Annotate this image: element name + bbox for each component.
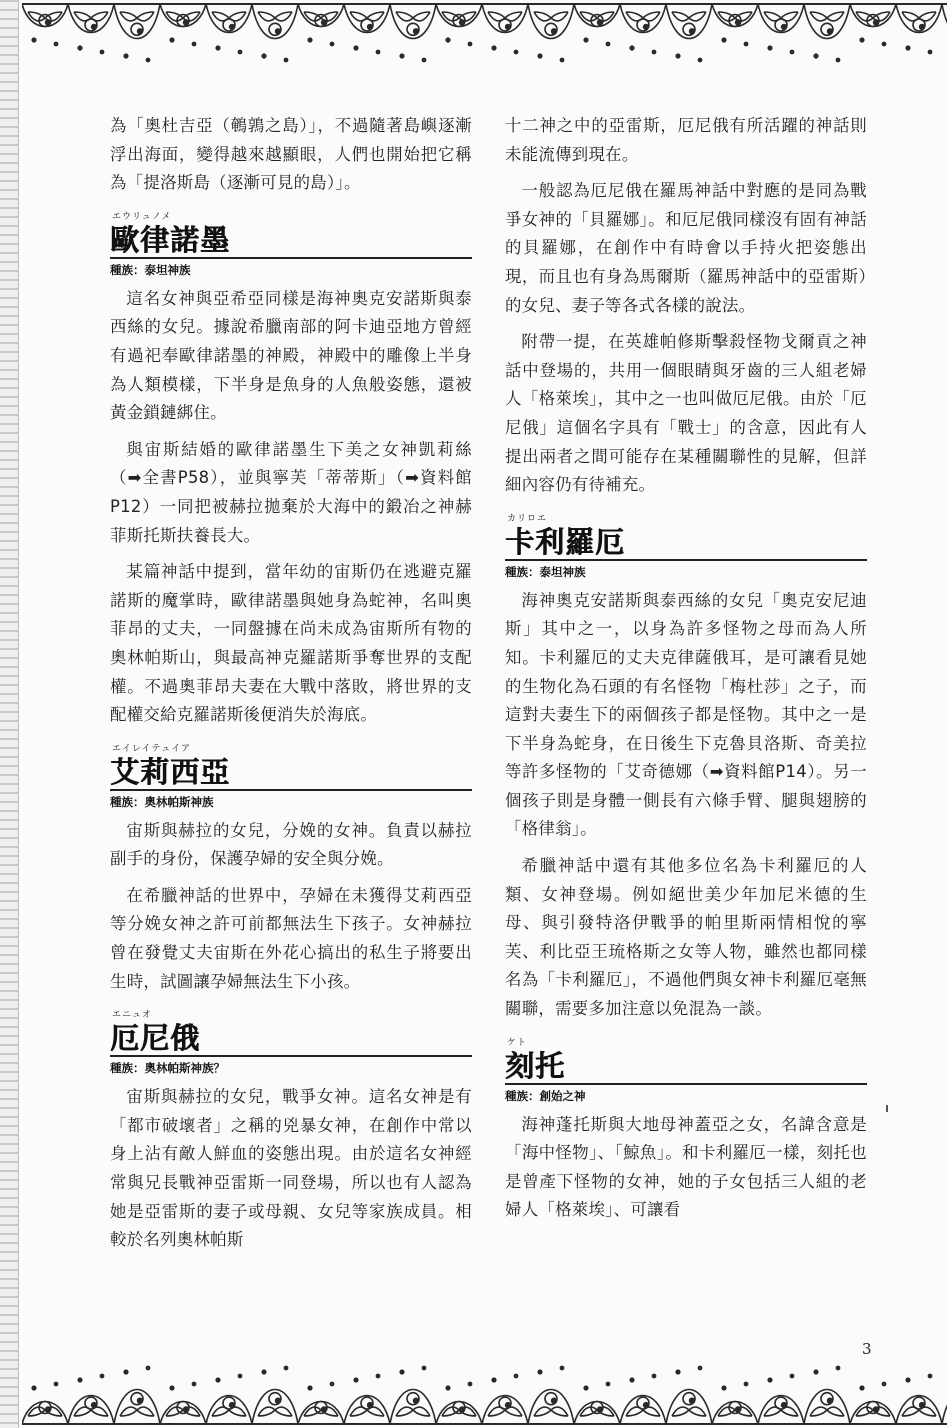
left-column xyxy=(110,112,472,1255)
entry-heading: 艾莉西亞 xyxy=(110,754,231,789)
entry-heading: 刻托 xyxy=(505,1048,566,1083)
entry-callirrhoe xyxy=(505,514,867,1024)
entry-paragraph: 海神奧克安諾斯與泰西絲的女兒「奧克安尼迪斯」其中之一，以身為許多怪物之母而為人所知。卡利羅厄的丈夫克律薩俄耳，是可讓看見她的生物化為石頭的有名怪物「梅杜莎」之子，而這對夫妻生下的兩個孩子都是怪物。其中之一是下半身為蛇身，在日後生下克魯貝洛斯、奇美拉等許多怪物的「艾奇德娜（➡資料館P14）。另一個孩子則是身體一側長有六條手臂、腿與翅膀的「格律翁」。 xyxy=(505,590,867,839)
entry-kind: 種族：奧林帕斯神族？ xyxy=(110,1055,472,1077)
entry-kana: ケト xyxy=(507,1037,528,1048)
ornament-pattern xyxy=(22,1366,947,1424)
margin-mark xyxy=(886,1105,888,1112)
intro-paragraph: 為「奧杜吉亞（鵪鶉之島）」，不過隨著島嶼逐漸浮出海面，變得越來越顯眼，人們也開始把它稱為「提洛斯島（逐漸可見的島）」。 xyxy=(110,116,472,193)
entry-eurynome xyxy=(110,212,472,730)
page-binding-edge xyxy=(0,0,19,1428)
entry-paragraph: 海神蓬托斯與大地母神蓋亞之女，名諱含意是「海中怪物」、「鯨魚」。和卡利羅厄一樣，刻托也是曾產下怪物的女神，她的子女包括三人組的老婦人「格萊埃」、可讓看 xyxy=(505,1114,867,1220)
entry-paragraph: 與宙斯結婚的歐律諾墨生下美之女神凱莉絲（➡全書P58），並與寧芙「蒂蒂斯」（➡資料館P12）一同把被赫拉拋棄於大海中的鍛冶之神赫菲斯托斯扶養長大。 xyxy=(110,439,472,545)
page-number: 3 xyxy=(862,1340,872,1358)
entry-enyo xyxy=(110,1010,472,1255)
entry-paragraph: 這名女神與亞希亞同樣是海神奧克安諾斯與泰西絲的女兒。據說希臘南部的阿卡迪亞地方曾經有過祀奉歐律諾墨的神殿，神殿中的雕像上半身為人類模樣，下半身是魚身的人魚般姿態，還被黃金鎖鏈綁住。 xyxy=(110,288,472,423)
entry-kana: エイレイテュイア xyxy=(112,743,192,754)
entry-kana: エニュオ xyxy=(112,1010,153,1021)
continued-paragraph: 十二神之中的亞雷斯，厄尼俄有所活躍的神話則未能流傳到現在。 xyxy=(505,116,867,164)
entry-heading: 歐律諾墨 xyxy=(110,222,231,257)
entry-paragraph: 宙斯與赫拉的女兒，戰爭女神。這名女神是有「都市破壞者」之稱的兇暴女神，在創作中常以身上沾有敵人鮮血的姿態出現。由於這名女神經常與兄長戰神亞雷斯一同登場，所以也有人認為她是亞雷斯的妻子或母親、女兒等家族成員。相較於名列奧林帕斯 xyxy=(110,1087,472,1250)
bottom-ornament-border xyxy=(22,1338,947,1428)
entry-kind: 種族：泰坦神族 xyxy=(110,257,472,279)
entry-kind: 種族：奧林帕斯神族 xyxy=(110,789,472,811)
entry-paragraph: 在希臘神話的世界中，孕婦在未獲得艾莉西亞等分娩女神之許可前都無法生下孩子。女神赫拉曾在發覺丈夫宙斯在外花心搞出的私生子將要出生時，試圖讓孕婦無法生下小孩。 xyxy=(110,885,472,991)
top-ornament-border xyxy=(22,0,947,100)
entry-kind: 種族：創始之神 xyxy=(505,1083,867,1105)
entry-kind: 種族：泰坦神族 xyxy=(505,559,867,581)
entry-kana: エウリュノメ xyxy=(112,211,172,222)
entry-eileithyia xyxy=(110,744,472,997)
entry-paragraph: 宙斯與赫拉的女兒，分娩的女神。負責以赫拉副手的身份，保護孕婦的安全與分娩。 xyxy=(110,820,472,869)
ornament-pattern xyxy=(22,4,947,62)
right-column xyxy=(505,112,867,1225)
continued-paragraph: 一般認為厄尼俄在羅馬神話中對應的是同為戰爭女神的「貝羅娜」。和厄尼俄同樣沒有固有神話的貝羅娜，在創作中有時會以手持火把姿態出現，而且也有身為馬爾斯（羅馬神話中的亞雷斯）的女兒、妻子等各式各樣的說法。 xyxy=(505,181,867,315)
continued-paragraph: 附帶一提，在英雄帕修斯擊殺怪物戈爾貢之神話中登場的，共用一個眼睛與牙齒的三人組老婦人「格萊埃」，其中之一也叫做厄尼俄。由於「厄尼俄」這個名字具有「戰士」的含意，因此有人提出兩者之間可能存在某種關聯性的見解，但詳細內容仍有待補充。 xyxy=(505,332,867,495)
entry-paragraph: 希臘神話中還有其他多位名為卡利羅厄的人類、女神登場。例如絕世美少年加尼米德的生母、與引發特洛伊戰爭的帕里斯兩情相悅的寧芙、利比亞王琉格斯之女等人物，雖然也都同樣名為「卡利羅厄」，不過他們與女神卡利羅厄毫無關聯，需要多加注意以免混為一談。 xyxy=(505,856,867,1019)
entry-paragraph: 某篇神話中提到，當年幼的宙斯仍在逃避克羅諾斯的魔掌時，歐律諾墨與她身為蛇神，名叫奧菲昂的丈夫，一同盤據在尚未成為宙斯所有物的奧林帕斯山，與最高神克羅諾斯爭奪世界的支配權。不過奧菲昂夫妻在大戰中落敗，將世界的支配權交給克羅諾斯後便消失於海底。 xyxy=(110,562,472,725)
entry-ceto xyxy=(505,1038,867,1225)
entry-heading: 厄尼俄 xyxy=(110,1021,201,1056)
entry-kana: カリロエ xyxy=(507,513,548,524)
entry-heading: 卡利羅厄 xyxy=(505,524,626,559)
